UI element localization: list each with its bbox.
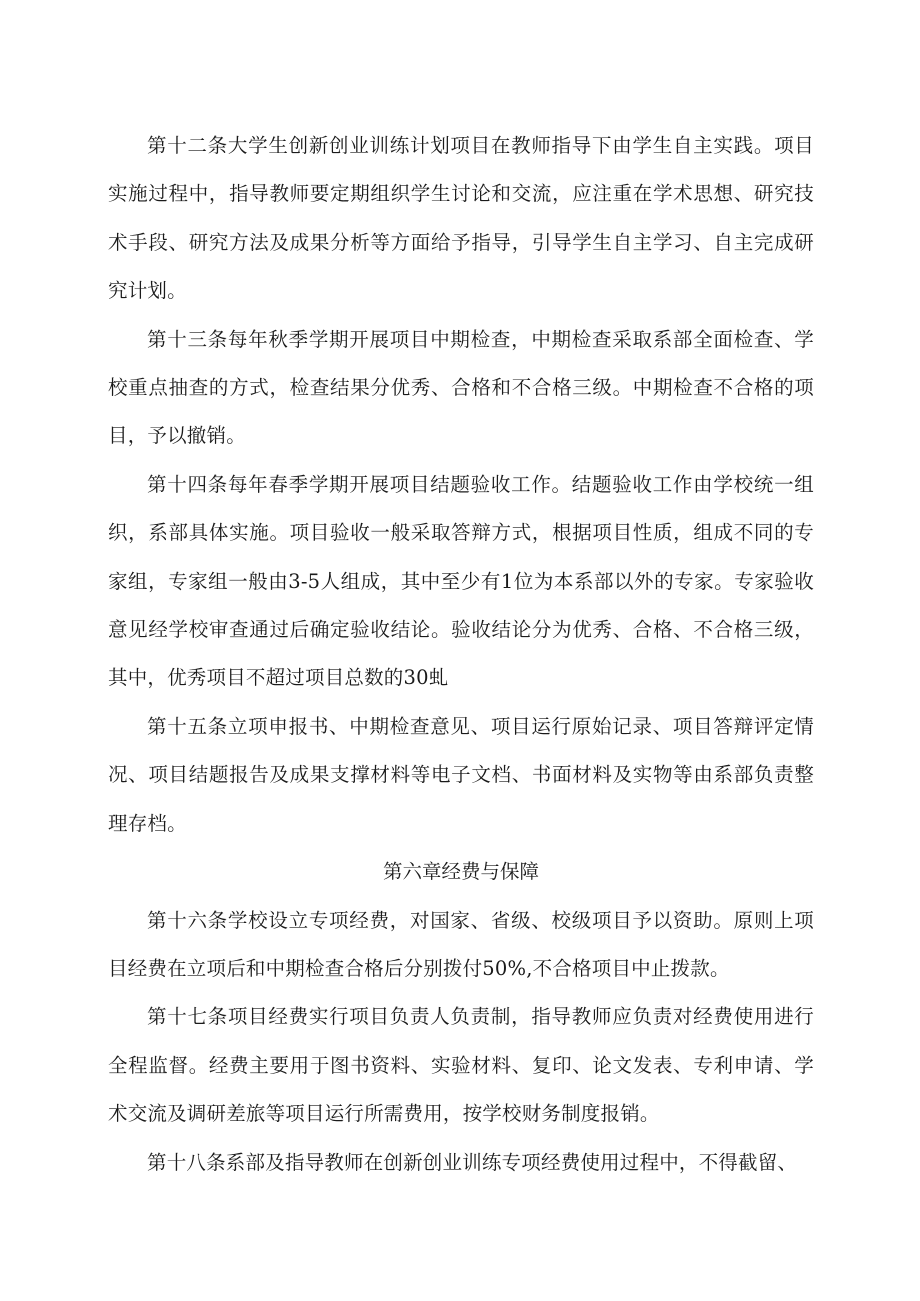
article-14: 第十四条每年春季学期开展项目结题验收工作。结题验收工作由学校统一组织，系部具体实施。项目验收一般采取答辩方式，根据项目性质，组成不同的专家组，专家组一般由3-5人组成，其中至少有1位为本系部以外的专家。专家验收意见经学校审查通过后确定验收结论。验收结论分为优秀、合格、不合格三级，其中，优秀项目不超过项目总数的30虬 xyxy=(108,472,814,690)
chapter-heading: 第六章经费与保障 xyxy=(382,860,539,884)
article-17: 第十七条项目经费实行项目负责人负责制，指导教师应负责对经费使用进行全程监督。经费主要用于图书资料、实验材料、复印、论文发表、专利申请、学术交流及调研差旅等项目运行所需费用，按学校财务制度报销。 xyxy=(108,1005,814,1126)
article-15: 第十五条立项申报书、中期检查意见、项目运行原始记录、项目答辩评定情况、项目结题报告及成果支撑材料等电子文档、书面材料及实物等由系部负责整理存档。 xyxy=(108,714,814,835)
article-12: 第十二条大学生创新创业训练计划项目在教师指导下由学生自主实践。项目实施过程中，指导教师要定期组织学生讨论和交流，应注重在学术思想、研究技术手段、研究方法及成果分析等方面给予指导，引导学生自主学习、自主完成研究计划。 xyxy=(108,134,814,303)
document-body xyxy=(108,122,814,1187)
article-13: 第十三条每年秋季学期开展项目中期检查，中期检查采取系部全面检查、学校重点抽查的方式，检查结果分优秀、合格和不合格三级。中期检查不合格的项目，予以撤销。 xyxy=(108,327,814,448)
article-16: 第十六条学校设立专项经费，对国家、省级、校级项目予以资助。原则上项目经费在立项后和中期检查合格后分别拨付50%,不合格项目中止拨款。 xyxy=(108,908,814,980)
article-18: 第十八条系部及指导教师在创新创业训练专项经费使用过程中，不得截留、 xyxy=(147,1150,798,1174)
